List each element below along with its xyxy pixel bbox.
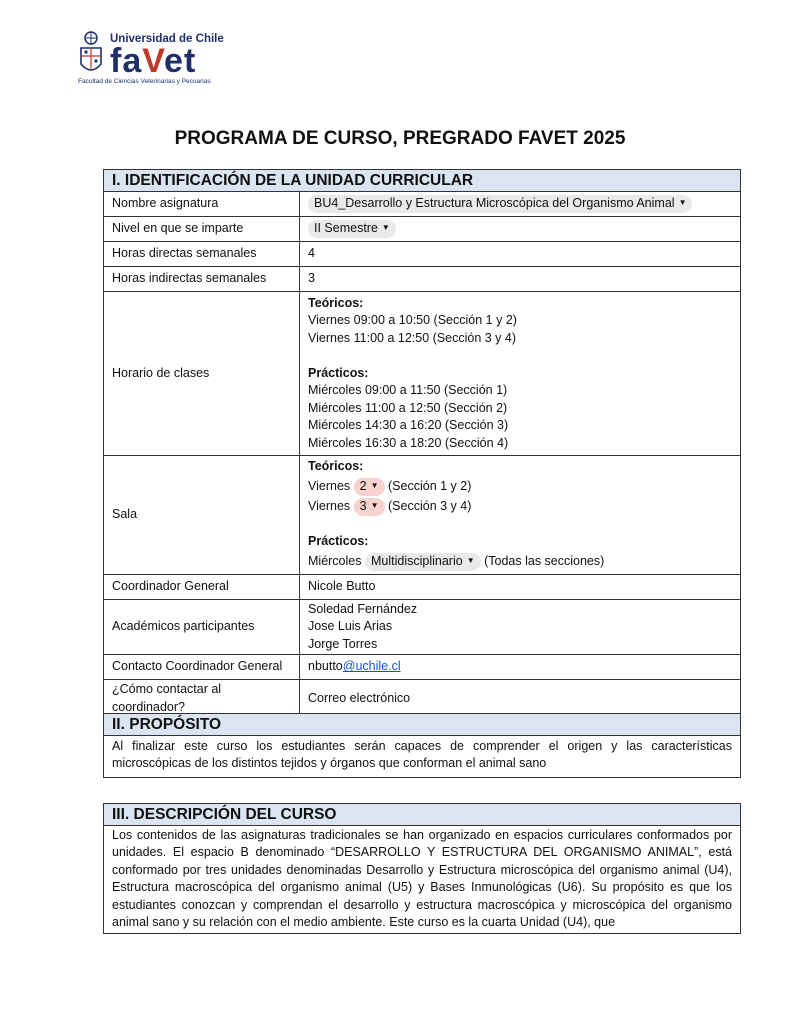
- description-text: [104, 825, 741, 933]
- description-clip: [112, 827, 732, 933]
- section-heading: II. PROPÓSITO: [104, 714, 741, 736]
- row-label: ¿Cómo contactar al coordinador?: [104, 680, 300, 718]
- chevron-down-icon: ▼: [370, 480, 379, 490]
- room-dropdown[interactable]: [365, 553, 481, 571]
- row-value: 4: [300, 241, 741, 266]
- section-heading: I. IDENTIFICACIÓN DE LA UNIDAD CURRICULAR: [104, 170, 741, 192]
- chevron-down-icon: ▼: [678, 197, 687, 207]
- section-header-row: [104, 804, 741, 826]
- table-row: [104, 574, 741, 599]
- table-row: [104, 291, 741, 456]
- row-label: Contacto Coordinador General: [104, 655, 300, 680]
- section-header-row: [104, 714, 741, 736]
- identification-table: [103, 169, 741, 718]
- row-value: [300, 599, 741, 655]
- section-text: (Sección 1 y 2): [388, 478, 472, 493]
- brand-prefix: fa: [110, 42, 143, 80]
- section-heading: III. DESCRIPCIÓN DEL CURSO: [104, 804, 741, 826]
- row-value: [300, 291, 741, 456]
- practicos-label: Prácticos:: [308, 365, 369, 380]
- room-dropdown[interactable]: [354, 478, 385, 496]
- table-row: [104, 599, 741, 655]
- practicos-label: Prácticos:: [308, 534, 369, 548]
- row-label: Horario de clases: [104, 291, 300, 456]
- course-name-dropdown[interactable]: [308, 195, 692, 213]
- table-row: [104, 680, 741, 718]
- section-text: (Sección 3 y 4): [388, 498, 472, 513]
- table-row: [104, 735, 741, 777]
- schedule-line: Viernes 11:00 a 12:50 (Sección 3 y 4): [308, 330, 517, 345]
- day-text: Viernes: [308, 478, 351, 493]
- table-row: [104, 216, 741, 241]
- day-text: Viernes: [308, 498, 351, 513]
- page-title: PROGRAMA DE CURSO, PREGRADO FAVET 2025: [174, 128, 626, 149]
- university-name: Universidad de Chile: [110, 33, 224, 45]
- row-value: Correo electrónico: [300, 680, 741, 718]
- row-value: Nicole Butto: [300, 574, 741, 599]
- academic-name: Jose Luis Arias: [308, 619, 393, 633]
- semester-dropdown[interactable]: [308, 220, 396, 238]
- table-row: [104, 825, 741, 933]
- purpose-text: Al finalizar este curso los estudiantes serán capaces de comprender el origen y las características microscópicas de los distintos tejidos y órganos que conforman el animal sano: [104, 735, 741, 777]
- purpose-table: [103, 713, 741, 778]
- table-row: [104, 456, 741, 575]
- teoricos-label: Teóricos:: [308, 295, 364, 310]
- row-label: Coordinador General: [104, 574, 300, 599]
- room-line: [308, 496, 732, 516]
- row-value: [300, 191, 741, 216]
- email-link[interactable]: @uchile.cl: [342, 659, 401, 674]
- row-value: [300, 456, 741, 575]
- row-label: Horas directas semanales: [104, 241, 300, 266]
- row-label: Académicos participantes: [104, 599, 300, 655]
- brand-wordmark: [110, 42, 196, 80]
- brand-v: V: [142, 42, 165, 80]
- academic-name: Jorge Torres: [308, 636, 378, 651]
- day-text: Miércoles: [308, 553, 362, 568]
- schedule-line: Viernes 09:00 a 10:50 (Sección 1 y 2): [308, 313, 517, 327]
- chevron-down-icon: ▼: [466, 555, 475, 565]
- row-value: 3: [300, 266, 741, 291]
- room-value: 3: [359, 498, 367, 513]
- faculty-name: Facultad de Ciencias Veterinarias y Pecuarias: [78, 78, 211, 85]
- description-table: [103, 803, 741, 934]
- schedule-line: Miércoles 16:30 a 18:20 (Sección 4): [308, 435, 509, 450]
- row-label: Nombre asignatura: [104, 191, 300, 216]
- semester-value: II Semestre: [314, 220, 378, 235]
- email-user: nbutto: [308, 659, 343, 674]
- chevron-down-icon: ▼: [370, 500, 379, 510]
- row-label: Horas indirectas semanales: [104, 266, 300, 291]
- room-value: Multidisciplinario: [370, 553, 463, 568]
- university-crest-icon: [78, 30, 104, 82]
- section-text: (Todas las secciones): [484, 553, 605, 568]
- table-row: [104, 191, 741, 216]
- academic-name: Soledad Fernández: [308, 601, 418, 616]
- schedule-line: Miércoles 11:00 a 12:50 (Sección 2): [308, 400, 508, 415]
- row-label: Sala: [104, 456, 300, 575]
- row-label: Nivel en que se imparte: [104, 216, 300, 241]
- brand-suffix: et: [164, 42, 197, 80]
- room-value: 2: [359, 478, 367, 493]
- section-header-row: [104, 170, 741, 192]
- row-value: [300, 216, 741, 241]
- room-line: [308, 476, 732, 496]
- table-row: [104, 655, 741, 680]
- schedule-line: Miércoles 14:30 a 16:20 (Sección 3): [308, 418, 509, 432]
- teoricos-label: Teóricos:: [308, 459, 364, 473]
- schedule-line: Miércoles 09:00 a 11:50 (Sección 1): [308, 383, 508, 397]
- table-row: [104, 241, 741, 266]
- chevron-down-icon: ▼: [381, 222, 390, 232]
- row-value: [300, 655, 741, 680]
- description-paragraph: Los contenidos de las asignaturas tradicionales se han organizado en espacios curriculares conformados por unidades. El espacio B denominado “DESARROLLO Y ESTRUCTURA DEL ORGANISMO ANIMAL”, está conformado por tres unidades denominadas Desarrollo y Estructura microscópica del organismo animal (U4), Estructura macroscópica del organismo animal (U5) y Bases Inmunológicas (U6). Su propósito es que los estudiantes conozcan y comprendan el desarrollo y estructura macroscópica y microscópica del organismo animal sano y su relación con el medio ambiente. Este curso es la cuarta Unidad (U4), que: [112, 827, 732, 929]
- table-row: [104, 266, 741, 291]
- room-dropdown[interactable]: [354, 498, 385, 516]
- favet-logo: [78, 28, 238, 88]
- room-line: [308, 551, 732, 571]
- course-name-value: BU4_Desarrollo y Estructura Microscópica del Organismo Animal: [314, 195, 675, 210]
